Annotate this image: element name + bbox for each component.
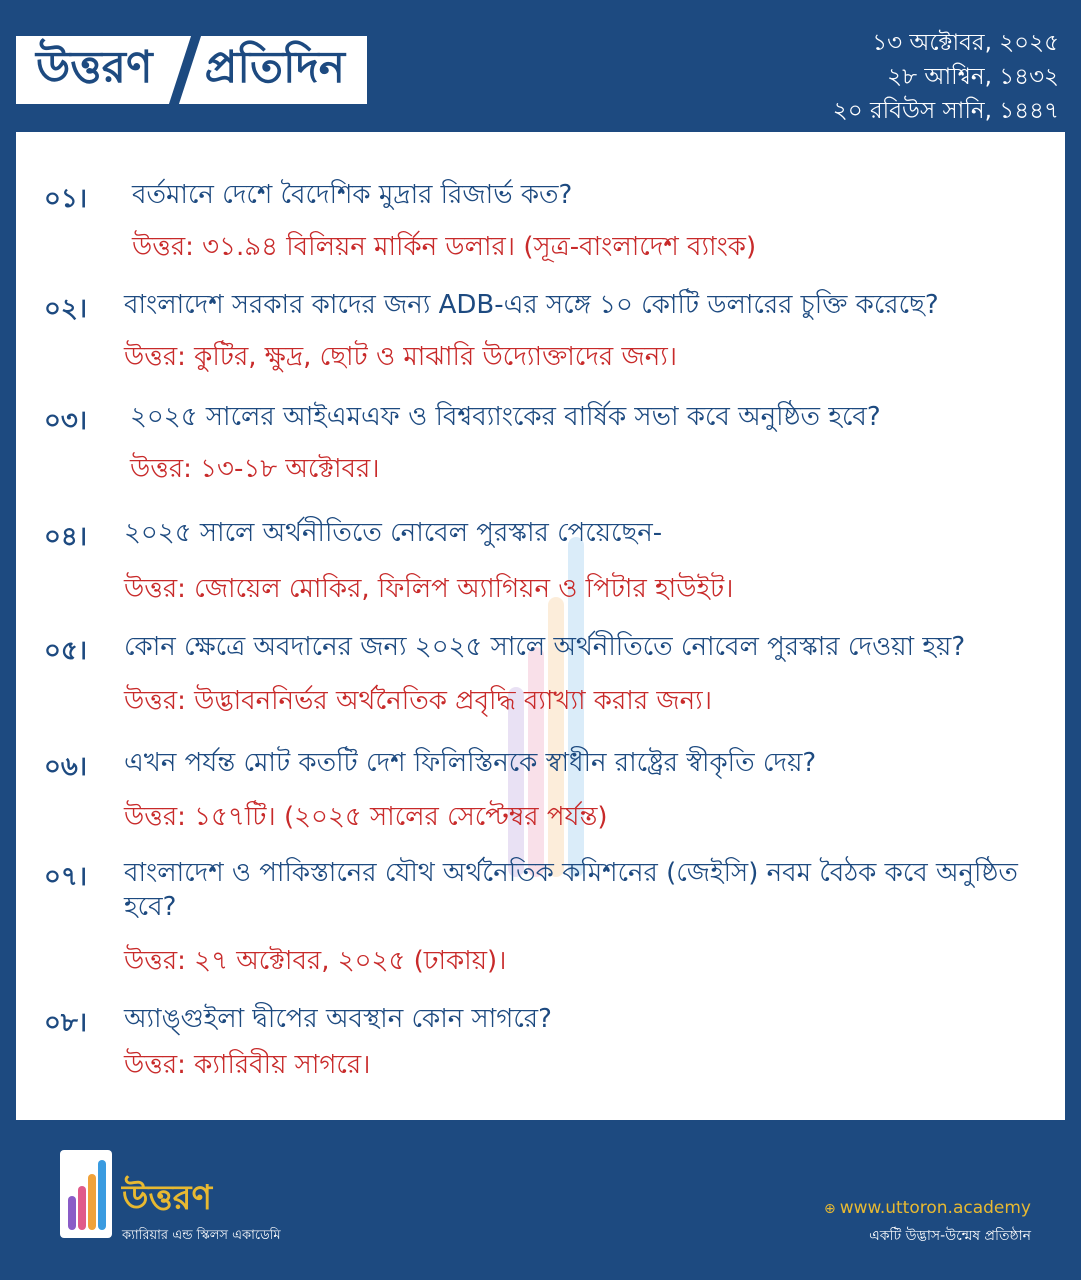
answer-text: উত্তর: উদ্ভাবননির্ভর অর্থনৈতিক প্রবৃদ্ধি ব্যাখ্যা করার জন্য। (124, 686, 713, 716)
globe-icon: ⊕ (823, 1201, 836, 1217)
answer-text: উত্তর: জোয়েল মোকির, ফিলিপ অ্যাগিয়ন ও পিটার হাউইট। (124, 574, 734, 604)
question-number: ০৮। (44, 1008, 88, 1038)
question-text: অ্যাঙ্গুইলা দ্বীপের অবস্থান কোন সাগরে? (124, 1004, 552, 1034)
question-text: এখন পর্যন্ত মোট কতটি দেশ ফিলিস্তিনকে স্বাধীন রাষ্ট্রের স্বীকৃতি দেয়? (124, 748, 817, 778)
brand-name: উত্তরণ (16, 36, 171, 104)
answer-text: উত্তর: ১৩-১৮ অক্টোবর। (130, 454, 380, 484)
answer-text: উত্তর: ২৭ অক্টোবর, ২০২৫ (ঢাকায়)। (124, 946, 507, 976)
question-number: ০৫। (44, 636, 88, 666)
footer-organization: একটি উদ্ভাস-উন্মেষ প্রতিষ্ঠান (869, 1228, 1031, 1244)
date-block (833, 26, 1059, 128)
question-number: ০৭। (44, 862, 88, 892)
question-text: বাংলাদেশ ও পাকিস্তানের যৌথ অর্থনৈতিক কমিশনের (জেইসি) নবম বৈঠক কবে অনুষ্ঠিত হবে? (124, 858, 1018, 922)
footer-brand-name: উত্তরণ (122, 1178, 213, 1218)
question-number: ০১। (44, 184, 88, 214)
brand-divider (171, 36, 199, 104)
question-number: ০৩। (44, 406, 88, 436)
date-gregorian: ১৩ অক্টোবর, ২০২৫ (872, 30, 1059, 56)
question-number: ০২। (44, 294, 88, 324)
date-bangla: ২৮ আশ্বিন, ১৪৩২ (887, 64, 1059, 90)
question-number: ০৪। (44, 522, 88, 552)
answer-text: উত্তর: কুটির, ক্ষুদ্র, ছোট ও মাঝারি উদ্যোক্তাদের জন্য। (124, 342, 678, 372)
uttoron-logo-icon (58, 1148, 114, 1240)
brand-logo (16, 36, 367, 104)
answer-text: উত্তর: ক্যারিবীয় সাগরে। (124, 1050, 371, 1080)
website-link[interactable] (824, 1198, 1031, 1218)
answer-text: উত্তর: ৩১.৯৪ বিলিয়ন মার্কিন ডলার। (সূত্র-বাংলাদেশ ব্যাংক) (132, 232, 757, 262)
question-text: ২০২৫ সালের আইএমএফ ও বিশ্বব্যাংকের বার্ষিক সভা কবে অনুষ্ঠিত হবে? (130, 402, 881, 432)
date-hijri: ২০ রবিউস সানি, ১৪৪৭ (832, 98, 1059, 124)
qa-card (16, 132, 1065, 1120)
question-text: ২০২৫ সালে অর্থনীতিতে নোবেল পুরস্কার পেয়েছেন- (124, 518, 663, 548)
question-text: কোন ক্ষেত্রে অবদানের জন্য ২০২৫ সালে অর্থনীতিতে নোবেল পুরস্কার দেওয়া হয়? (124, 632, 966, 662)
brand-subtitle: প্রতিদিন (199, 36, 367, 104)
question-number: ০৬। (44, 752, 88, 782)
question-text: বাংলাদেশ সরকার কাদের জন্য ADB-এর সঙ্গে ১০ কোটি ডলারের চুক্তি করেছে? (124, 290, 939, 320)
answer-text: উত্তর: ১৫৭টি। (২০২৫ সালের সেপ্টেম্বর পর্যন্ত) (124, 802, 608, 832)
website-text: www.uttoron.academy (839, 1198, 1031, 1218)
footer-tagline: ক্যারিয়ার এন্ড স্কিলস একাডেমি (122, 1228, 281, 1243)
question-text: বর্তমানে দেশে বৈদেশিক মুদ্রার রিজার্ভ কত? (132, 180, 573, 210)
